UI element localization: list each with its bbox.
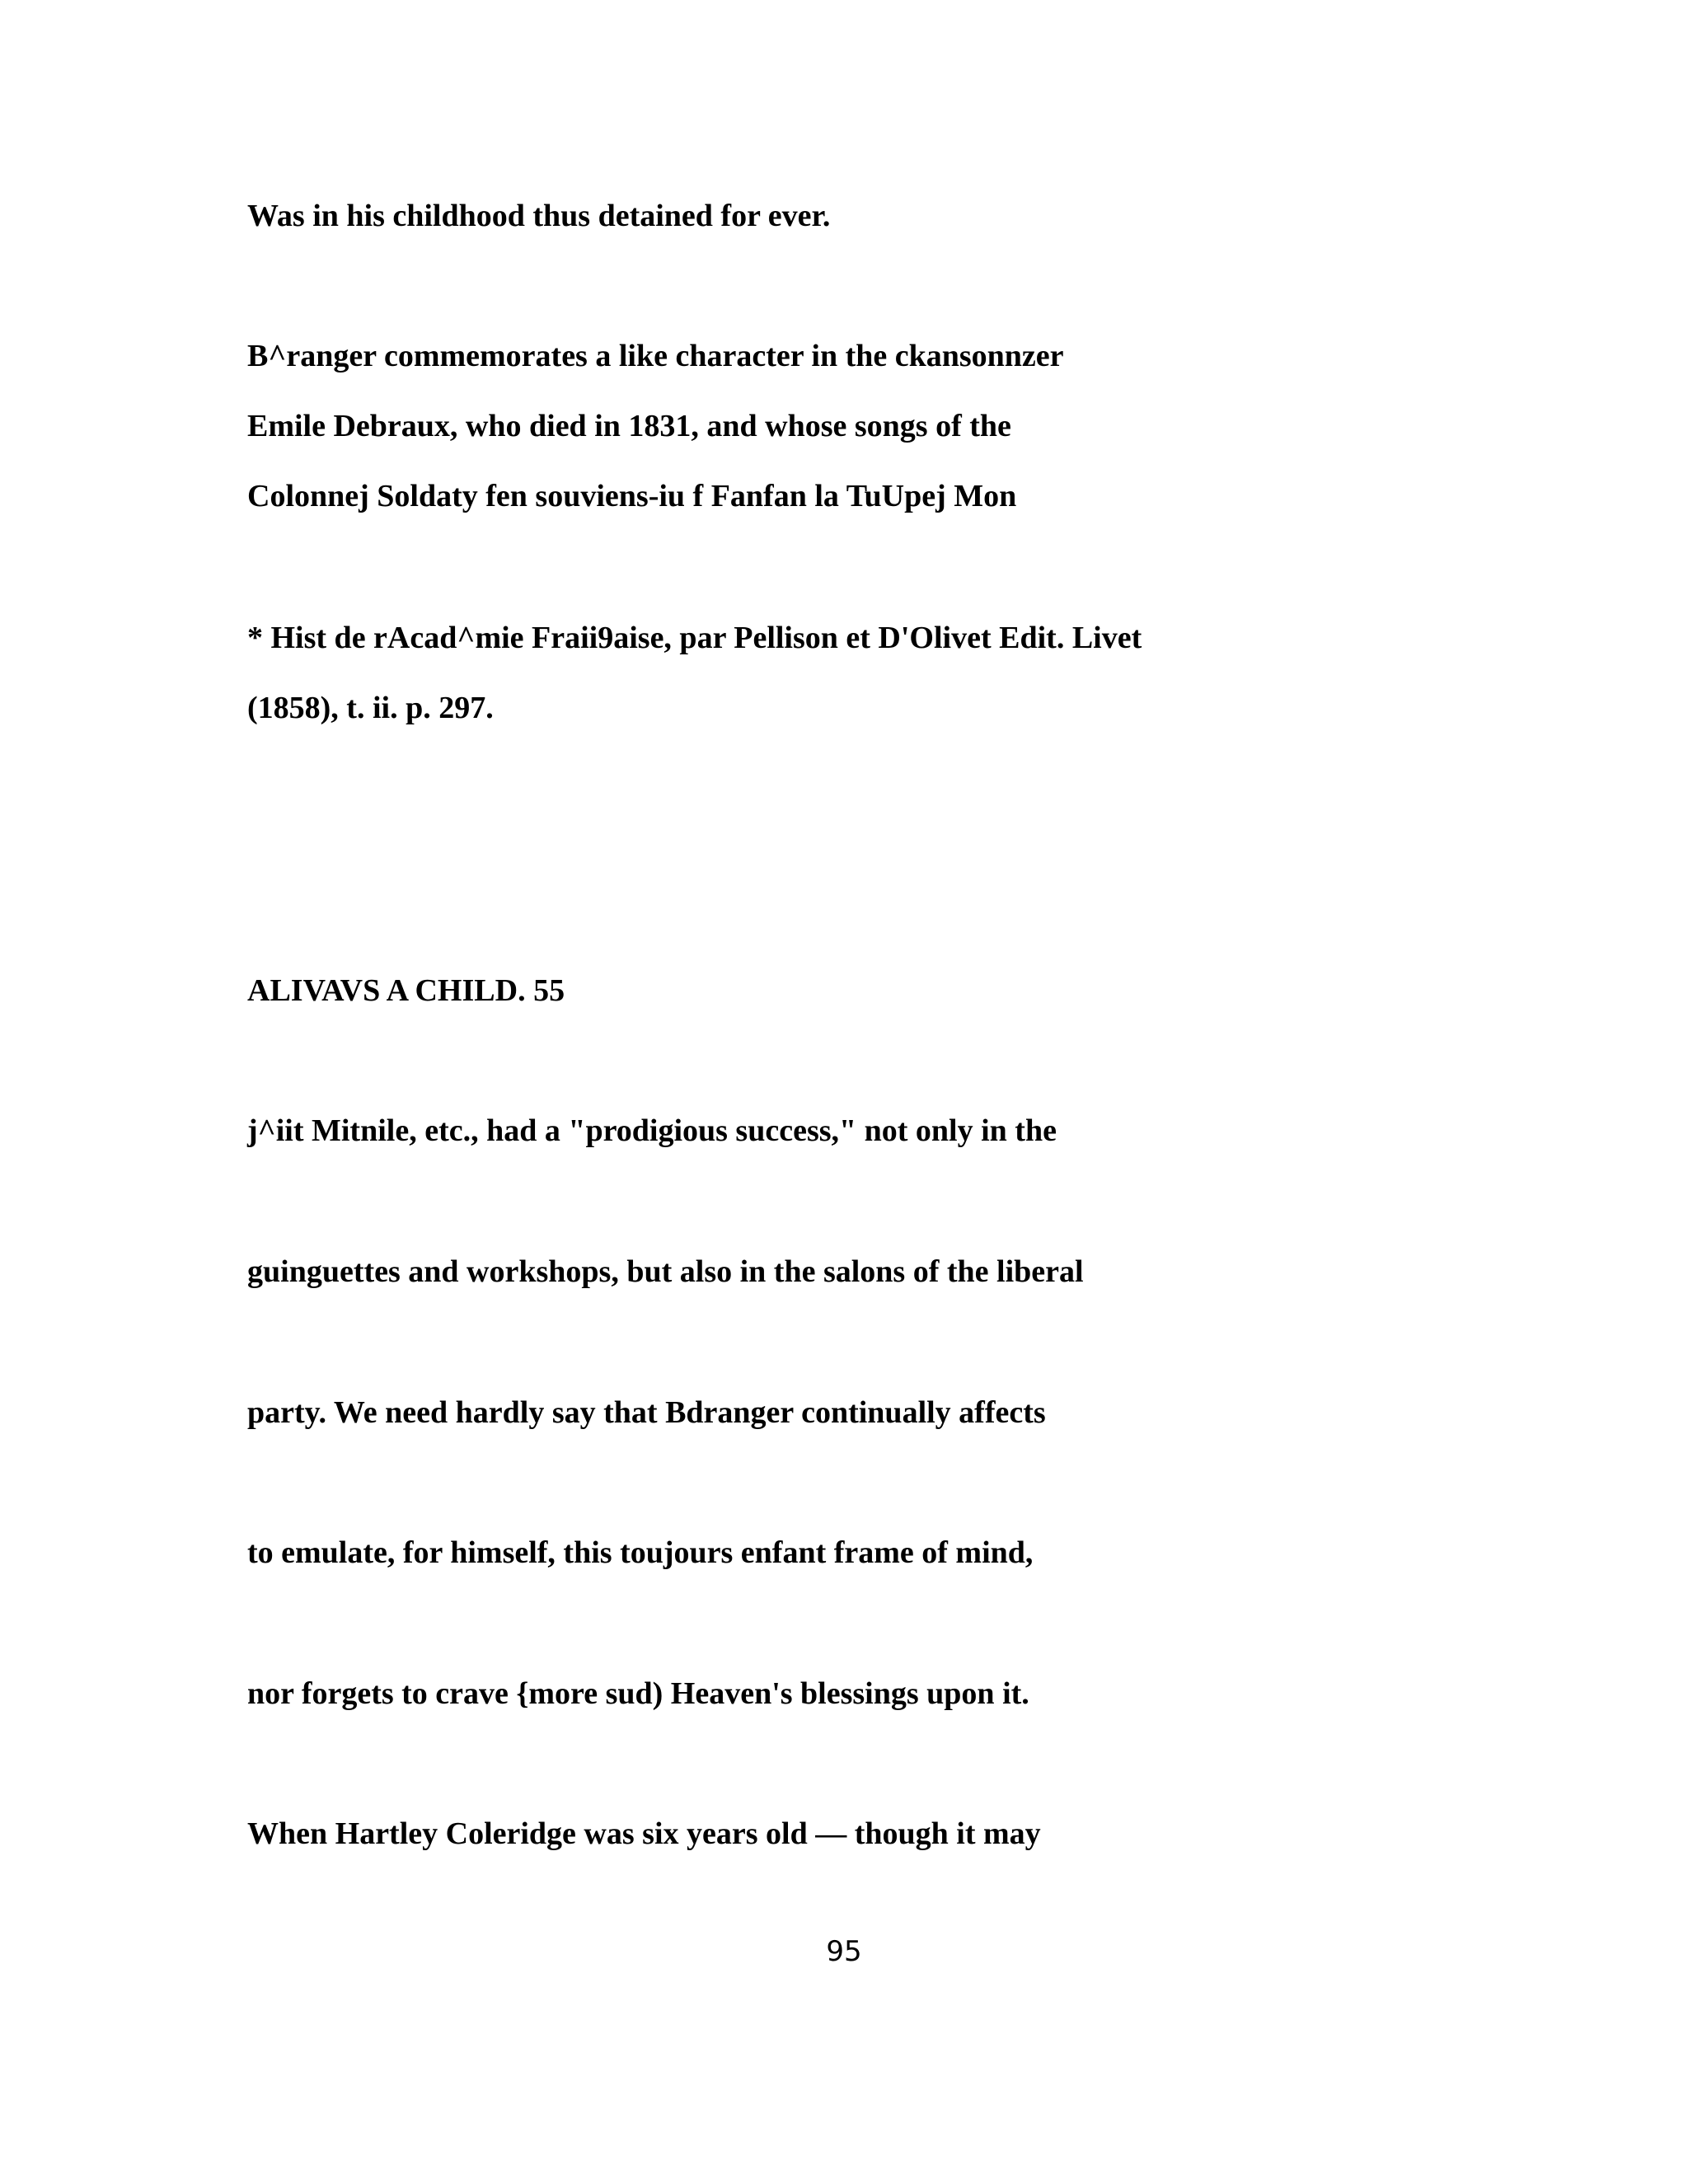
- text-line: guinguettes and workshops, but also in the salons of the liberal: [247, 1254, 1084, 1289]
- text-line: party. We need hardly say that Bdranger continually affects: [247, 1395, 1046, 1430]
- footnote-line: (1858), t. ii. p. 297.: [247, 691, 494, 725]
- footnote-line: * Hist de rAcad^mie Fraii9aise, par Pellison et D'Olivet Edit. Livet: [247, 621, 1142, 655]
- text-line: Colonnej Soldaty fen souviens-iu f Fanfan la TuUpej Mon: [247, 479, 1017, 513]
- text-line: nor forgets to crave {more sud) Heaven's blessings upon it.: [247, 1676, 1029, 1711]
- running-header: ALIVAVS A CHILD. 55: [247, 973, 565, 1008]
- page-number: 95: [826, 1935, 862, 1968]
- text-line: to emulate, for himself, this toujours enfant frame of mind,: [247, 1535, 1034, 1570]
- text-line: Emile Debraux, who died in 1831, and whose songs of the: [247, 409, 1011, 443]
- text-line: j^iit Mitnile, etc., had a "prodigious success," not only in the: [247, 1113, 1057, 1148]
- text-line: When Hartley Coleridge was six years old — though it may: [247, 1816, 1041, 1851]
- text-line: Was in his childhood thus detained for ever.: [247, 199, 831, 233]
- text-line: B^ranger commemorates a like character in the ckansonnzer: [247, 339, 1064, 373]
